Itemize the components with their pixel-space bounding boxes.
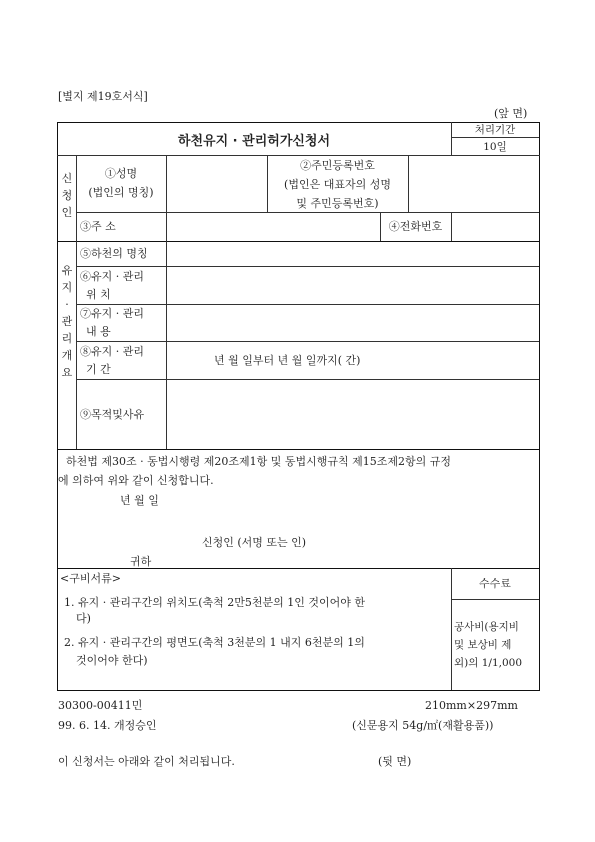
statement-line-1: 하천법 제30조 · 동법시행령 제20조제1항 및 동법시행규칙 제15조제2항의 규정 <box>66 455 451 468</box>
fee-line-2: 및 보상비 제 <box>454 639 512 651</box>
processing-period-value: 10일 <box>483 141 507 153</box>
applicant-signature: 신청인 (서명 또는 인) <box>202 536 307 549</box>
approval-date: 99. 6. 14. 개정승인 <box>58 719 157 732</box>
content-label: ⑦유지 · 관리 <box>80 307 144 320</box>
period-label: ⑧유지 · 관리 <box>80 345 144 358</box>
location-label-sub: 위 치 <box>86 288 111 301</box>
location-field[interactable] <box>167 267 538 303</box>
content-field[interactable] <box>167 305 538 340</box>
id-number-label-sub1: (법인은 대표자의 성명 <box>284 178 391 191</box>
period-label-sub: 기 간 <box>86 363 111 376</box>
overview-section-label: 유지·관리개요 <box>61 264 73 379</box>
address-field[interactable] <box>167 213 379 240</box>
river-name-label: ⑤하천의 명칭 <box>80 247 148 260</box>
phone-field[interactable] <box>452 213 538 240</box>
paper-size: 210mm×297mm <box>425 699 518 712</box>
processing-period-label: 처리기간 <box>474 124 516 136</box>
document-item-1: 1. 유지 · 관리구간의 위치도(축척 2만5천분의 1인 것이어야 한 <box>64 596 366 609</box>
form-number: [별지 제19호서식] <box>58 90 148 103</box>
document-item-1-cont: 다) <box>76 612 91 625</box>
fee-line-3: 외)의 1/1,000 <box>454 657 522 669</box>
purpose-field[interactable] <box>167 380 538 448</box>
period-value: 년 월 일부터 년 월 일까지( 간) <box>214 354 361 367</box>
processing-note: 이 신청서는 아래와 같이 처리됩니다. <box>58 755 235 768</box>
applicant-section-label: 신청인 <box>61 172 73 219</box>
recipient: 귀하 <box>130 555 152 568</box>
purpose-label: ⑨목적및사유 <box>80 408 145 421</box>
id-number-label-sub2: 및 주민등록번호) <box>296 197 379 210</box>
document-item-2: 2. 유지 · 관리구간의 평면도(축척 3천분의 1 내지 6천분의 1의 <box>64 636 365 649</box>
form-code: 30300-00411민 <box>58 699 143 712</box>
form-title: 하천유지 · 관리허가신청서 <box>177 134 331 149</box>
back-side-label: (뒷 면) <box>378 755 412 768</box>
phone-label: ④전화번호 <box>388 220 443 233</box>
side-label: (앞 면) <box>494 107 528 120</box>
id-number-label: ②주민등록번호 <box>300 159 375 172</box>
name-label: ①성명 <box>104 167 138 180</box>
river-name-field[interactable] <box>167 242 538 265</box>
name-label-sub: (법인의 명칭) <box>88 186 154 199</box>
fee-header: 수수료 <box>479 577 511 590</box>
paper-spec: (신문용지 54g/㎡(재활용품)) <box>352 719 494 732</box>
statement-line-2: 에 의하여 위와 같이 신청합니다. <box>58 474 214 487</box>
content-label-sub: 내 용 <box>86 325 111 338</box>
document-item-2-cont: 것이어야 한다) <box>76 654 148 667</box>
address-label: ③주 소 <box>80 220 116 233</box>
fee-line-1: 공사비(용지비 <box>454 621 519 633</box>
location-label: ⑥유지 · 관리 <box>80 270 144 283</box>
documents-header: <구비서류> <box>60 572 121 585</box>
name-field[interactable] <box>167 156 266 211</box>
id-number-field[interactable] <box>409 156 539 211</box>
application-date: 년 월 일 <box>120 494 159 507</box>
